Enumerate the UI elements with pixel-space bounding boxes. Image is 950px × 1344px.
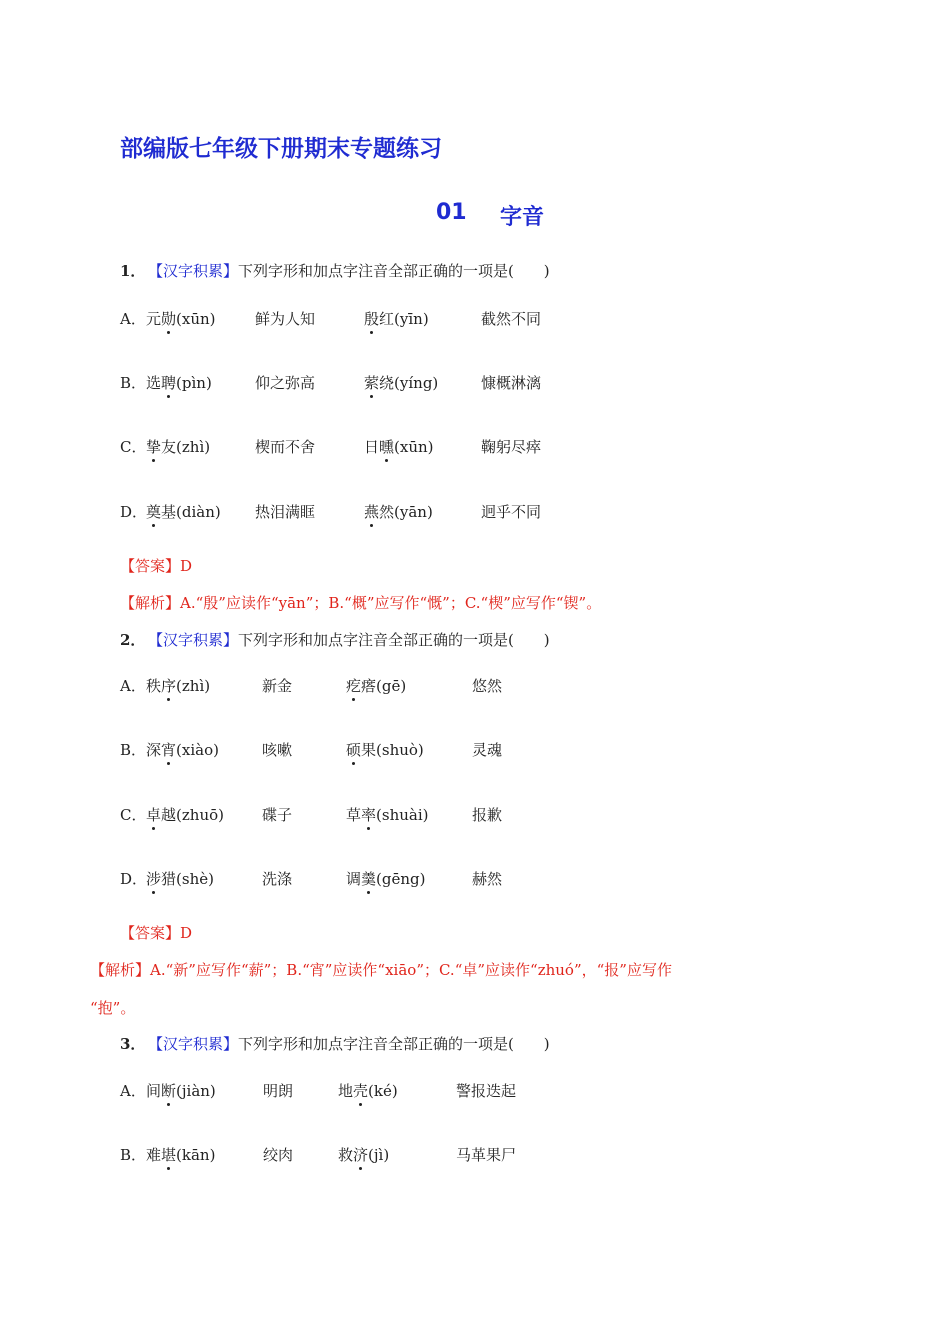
pinyin: (ké) [368, 1082, 398, 1100]
word-4: 鞠躬尽瘁 [481, 438, 542, 456]
word-3: 燕然(yān) [364, 503, 433, 521]
pinyin: (yíng) [394, 374, 439, 392]
word-2: 洗涤 [262, 870, 293, 888]
word-4: 截然不同 [481, 310, 542, 328]
explanation-text: A.“新”应写作“薪”；B.“宵”应读作“xiāo”；C.“卓”应读作“zhuó”，“报”应写作 [150, 961, 672, 979]
pinyin: (yān) [394, 503, 433, 521]
word-2: 绞肉 [263, 1146, 294, 1164]
word-4: 报歉 [472, 806, 503, 824]
dotted-char: 断 [161, 1082, 177, 1100]
pinyin: (zhuō) [176, 806, 224, 824]
word-2: 热泪满眶 [255, 503, 316, 521]
option-letter: A． [120, 677, 146, 695]
section-name: 字音 [500, 205, 545, 230]
word-1: 间断(jiàn) [146, 1082, 216, 1100]
word-1: 元勋(xūn) [146, 310, 216, 328]
word-1: 卓越(zhuō) [146, 806, 224, 824]
word-3: 救济(jì) [338, 1146, 390, 1164]
pinyin: (diàn) [176, 503, 221, 521]
pinyin: (gēng) [376, 870, 426, 888]
pinyin: (xūn) [394, 438, 434, 456]
dotted-char: 疙 [346, 677, 362, 695]
explanation-2 [90, 959, 672, 980]
word-4: 迥乎不同 [481, 503, 542, 521]
word-2: 咳嗽 [262, 741, 293, 759]
explanation-2-line-2: “抱”。 [90, 999, 136, 1017]
dotted-char: 羹 [361, 870, 377, 888]
option-letter: D． [120, 870, 148, 888]
dotted-char: 奠 [146, 503, 162, 521]
pinyin: (xūn) [176, 310, 216, 328]
option-letter: C． [120, 438, 147, 456]
dotted-char: 挚 [146, 438, 162, 456]
question-tag: 【汉字积累】 [155, 262, 238, 280]
pinyin: (zhì) [176, 677, 211, 695]
option-letter: A． [120, 310, 146, 328]
explanation-text: A.“殷”应读作“yān”；B.“概”应写作“慨”；C.“楔”应写作“锲”。 [180, 594, 602, 612]
dotted-char: 壳 [353, 1082, 369, 1100]
dotted-char: 卓 [146, 806, 162, 824]
word-3: 疙瘩(gē) [346, 677, 407, 695]
page-title: 部编版七年级下册期末专题练习 [120, 136, 442, 162]
word-1: 奠基(diàn) [146, 503, 221, 521]
question-tag: 【汉字积累】 [155, 631, 238, 649]
answer-value: D [180, 557, 193, 575]
pinyin: (kān) [176, 1146, 216, 1164]
word-2: 碟子 [262, 806, 293, 824]
answer-label: 【答案】 [120, 924, 181, 942]
word-3: 日曛(xūn) [364, 438, 434, 456]
word-2: 鲜为人知 [255, 310, 316, 328]
word-2: 楔而不舍 [255, 438, 316, 456]
answer-1 [120, 555, 192, 576]
question-number: 1． [120, 262, 146, 280]
word-2: 明朗 [263, 1082, 294, 1100]
word-3: 草率(shuài) [346, 806, 429, 824]
word-1: 难堪(kān) [146, 1146, 216, 1164]
pinyin: (xiào) [176, 741, 219, 759]
word-2: 仰之弥高 [255, 374, 316, 392]
question-number: 2． [120, 631, 146, 649]
word-2: 新金 [262, 677, 293, 695]
dotted-char: 济 [353, 1146, 369, 1164]
question-number: 3． [120, 1035, 146, 1053]
option-letter: D． [120, 503, 148, 521]
pinyin: (jì) [368, 1146, 390, 1164]
explanation-label: 【解析】 [120, 594, 181, 612]
question-1-stem [120, 260, 550, 281]
question-2-stem [120, 629, 550, 650]
word-1: 涉猎(shè) [146, 870, 214, 888]
pinyin: (shè) [176, 870, 214, 888]
question-tag: 【汉字积累】 [155, 1035, 238, 1053]
pinyin: (zhì) [176, 438, 211, 456]
answer-2 [120, 922, 192, 943]
dotted-char: 宵 [161, 741, 177, 759]
question-text: 下列字形和加点字注音全部正确的一项是( ) [237, 1035, 550, 1053]
pinyin: (yīn) [394, 310, 429, 328]
dotted-char: 聘 [161, 374, 177, 392]
dotted-char: 曛 [379, 438, 395, 456]
word-3: 调羹(gēng) [346, 870, 426, 888]
pinyin: (jiàn) [176, 1082, 216, 1100]
pinyin: (shuò) [376, 741, 424, 759]
option-letter: B． [120, 1146, 147, 1164]
word-1: 深宵(xiào) [146, 741, 219, 759]
dotted-char: 殷 [364, 310, 380, 328]
section-number: 01 [436, 200, 467, 225]
dotted-char: 燕 [364, 503, 380, 521]
question-text: 下列字形和加点字注音全部正确的一项是( ) [237, 631, 550, 649]
word-4: 马革果尸 [456, 1146, 517, 1164]
dotted-char: 涉 [146, 870, 162, 888]
word-4: 警报迭起 [456, 1082, 517, 1100]
dotted-char: 序 [161, 677, 177, 695]
pinyin: (pìn) [176, 374, 212, 392]
option-letter: A． [120, 1082, 146, 1100]
question-text: 下列字形和加点字注音全部正确的一项是( ) [237, 262, 550, 280]
pinyin: (gē) [376, 677, 407, 695]
word-4: 慷概淋漓 [481, 374, 542, 392]
dotted-char: 勋 [161, 310, 177, 328]
option-letter: C． [120, 806, 147, 824]
word-4: 灵魂 [472, 741, 503, 759]
explanation-1 [120, 592, 601, 613]
word-1: 选聘(pìn) [146, 374, 212, 392]
word-3: 地壳(ké) [338, 1082, 398, 1100]
word-4: 赫然 [472, 870, 503, 888]
word-3: 硕果(shuò) [346, 741, 424, 759]
dotted-char: 萦 [364, 374, 380, 392]
pinyin: (shuài) [376, 806, 429, 824]
word-3: 殷红(yīn) [364, 310, 429, 328]
option-letter: B． [120, 741, 147, 759]
dotted-char: 堪 [161, 1146, 177, 1164]
question-3-stem [120, 1033, 550, 1054]
dotted-char: 硕 [346, 741, 362, 759]
word-3: 萦绕(yíng) [364, 374, 439, 392]
word-1: 秩序(zhì) [146, 677, 211, 695]
answer-value: D [180, 924, 193, 942]
explanation-label: 【解析】 [90, 961, 151, 979]
word-1: 挚友(zhì) [146, 438, 211, 456]
dotted-char: 率 [361, 806, 377, 824]
answer-label: 【答案】 [120, 557, 181, 575]
word-4: 悠然 [472, 677, 503, 695]
option-letter: B． [120, 374, 147, 392]
